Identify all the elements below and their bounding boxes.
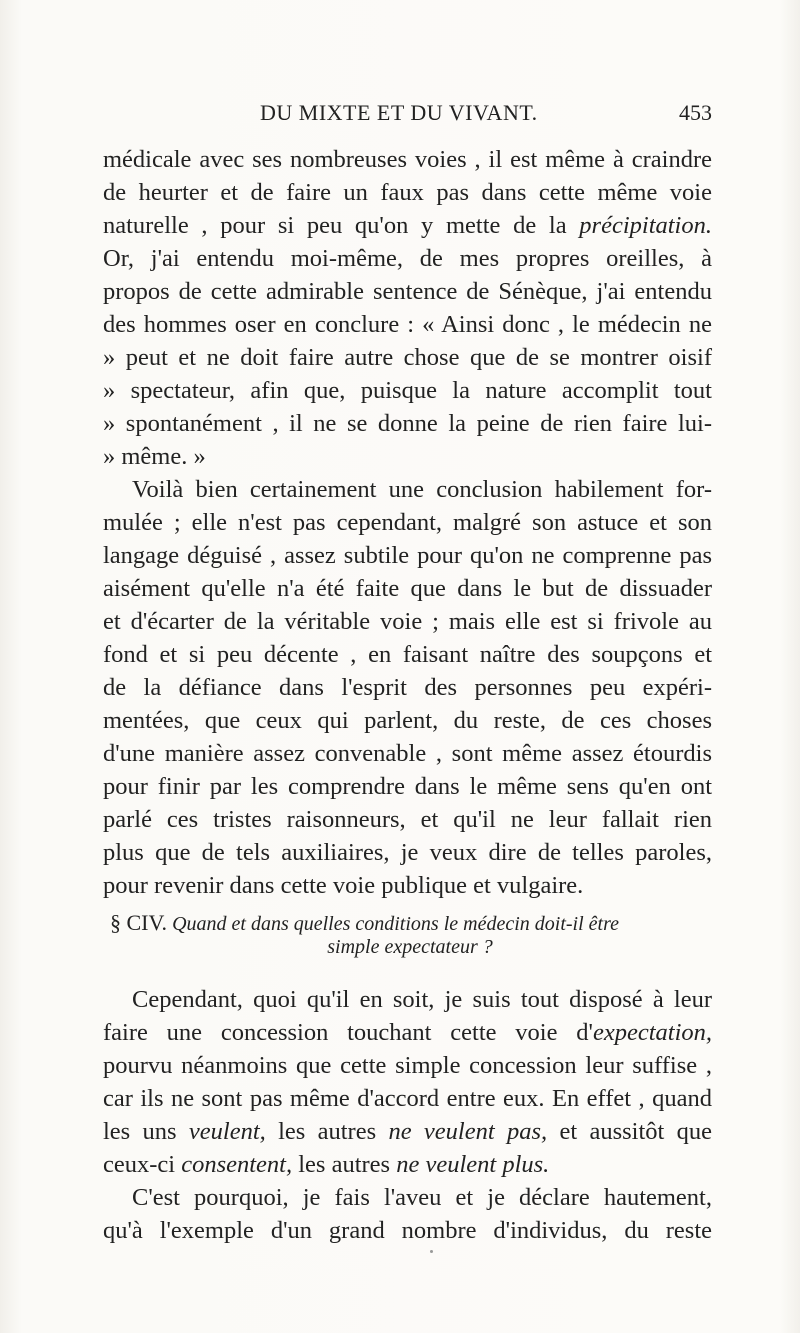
italic-term: consentent,: [181, 1151, 293, 1178]
text-line: d'une manière assez convenable , sont même assez étourdis: [103, 740, 712, 767]
italic-term: précipitation.: [579, 212, 712, 239]
text-span: les autres: [292, 1151, 397, 1178]
page-number: 453: [679, 100, 712, 125]
paper-speck: [430, 1250, 433, 1253]
text-line: parlé ces tristes raisonneurs, et qu'il ne leur fallait rien: [103, 806, 712, 833]
text-span: les uns: [103, 1118, 189, 1145]
text-span: faire une concession touchant cette voie d': [103, 1019, 593, 1046]
text-line: » même. »: [103, 443, 206, 470]
text-line: médicale avec ses nombreuses voies , il est même à craindre: [103, 146, 712, 173]
text-line: » spontanément , il ne se donne la peine de rien faire lui-: [103, 410, 712, 437]
text-line: pour revenir dans cette voie publique et vulgaire.: [103, 872, 584, 899]
text-span: ceux-ci: [103, 1151, 182, 1178]
text-line: et d'écarter de la véritable voie ; mais elle est si frivole au: [103, 608, 712, 635]
text-line: C'est pourquoi, je fais l'aveu et je déclare hautement,: [132, 1184, 712, 1211]
text-line: pour finir par les comprendre dans le même sens qu'en ont: [103, 773, 712, 800]
section-label: § CIV.: [110, 910, 168, 935]
text-line: fond et si peu décente , en faisant naître des soupçons et: [103, 641, 712, 668]
text-line: mentées, que ceux qui parlent, du reste, de ces choses: [103, 707, 712, 734]
text-line: [103, 1115, 712, 1148]
text-line: des hommes oser en conclure : « Ainsi donc , le médecin ne: [103, 311, 712, 338]
italic-term: ne veulent pas,: [388, 1118, 548, 1145]
text-line: qu'à l'exemple d'un grand nombre d'individus, du reste: [103, 1217, 712, 1244]
text-line: langage déguisé , assez subtile pour qu'on ne comprenne pas: [103, 542, 712, 569]
text-span: les autres: [265, 1118, 389, 1145]
text-line: Voilà bien certainement une conclusion habilement for-: [132, 476, 712, 503]
section-title-line2: simple expectateur ?: [327, 936, 493, 958]
text-span: naturelle , pour si peu qu'on y mette de la: [103, 212, 580, 239]
text-line: [103, 1016, 712, 1049]
italic-term: veulent,: [188, 1118, 266, 1145]
text-line: Cependant, quoi qu'il en soit, je suis tout disposé à leur: [132, 986, 712, 1013]
text-line: plus que de tels auxiliaires, je veux dire de telles paroles,: [103, 839, 712, 866]
text-span: et aussitôt que: [547, 1118, 713, 1145]
text-line: aisément qu'elle n'a été faite que dans le but de dissuader: [103, 575, 712, 602]
text-line: mulée ; elle n'est pas cependant, malgré son astuce et son: [103, 509, 712, 536]
text-line: [103, 209, 712, 242]
text-line: Or, j'ai entendu moi-même, de mes propres oreilles, à: [103, 245, 712, 272]
text-line: » peut et ne doit faire autre chose que de se montrer oisif: [103, 344, 712, 371]
running-title: DU MIXTE ET DU VIVANT.: [260, 100, 538, 125]
italic-term: ne veulent plus.: [396, 1151, 550, 1178]
text-line: » spectateur, afin que, puisque la nature accomplit tout: [103, 377, 712, 404]
text-line: pourvu néanmoins que cette simple concession leur suffise ,: [103, 1052, 712, 1079]
text-line: [103, 1148, 712, 1181]
text-line: car ils ne sont pas même d'accord entre eux. En effet , quand: [103, 1085, 712, 1112]
italic-term: expectation,: [592, 1019, 712, 1046]
text-line: de la défiance dans l'esprit des personnes peu expéri-: [103, 674, 712, 701]
text-line: de heurter et de faire un faux pas dans cette même voie: [103, 179, 712, 206]
section-title-line1: Quand et dans quelles conditions le médecin doit-il être: [172, 913, 620, 935]
page-header: [100, 100, 712, 130]
text-line: propos de cette admirable sentence de Sénèque, j'ai entendu: [103, 278, 712, 305]
